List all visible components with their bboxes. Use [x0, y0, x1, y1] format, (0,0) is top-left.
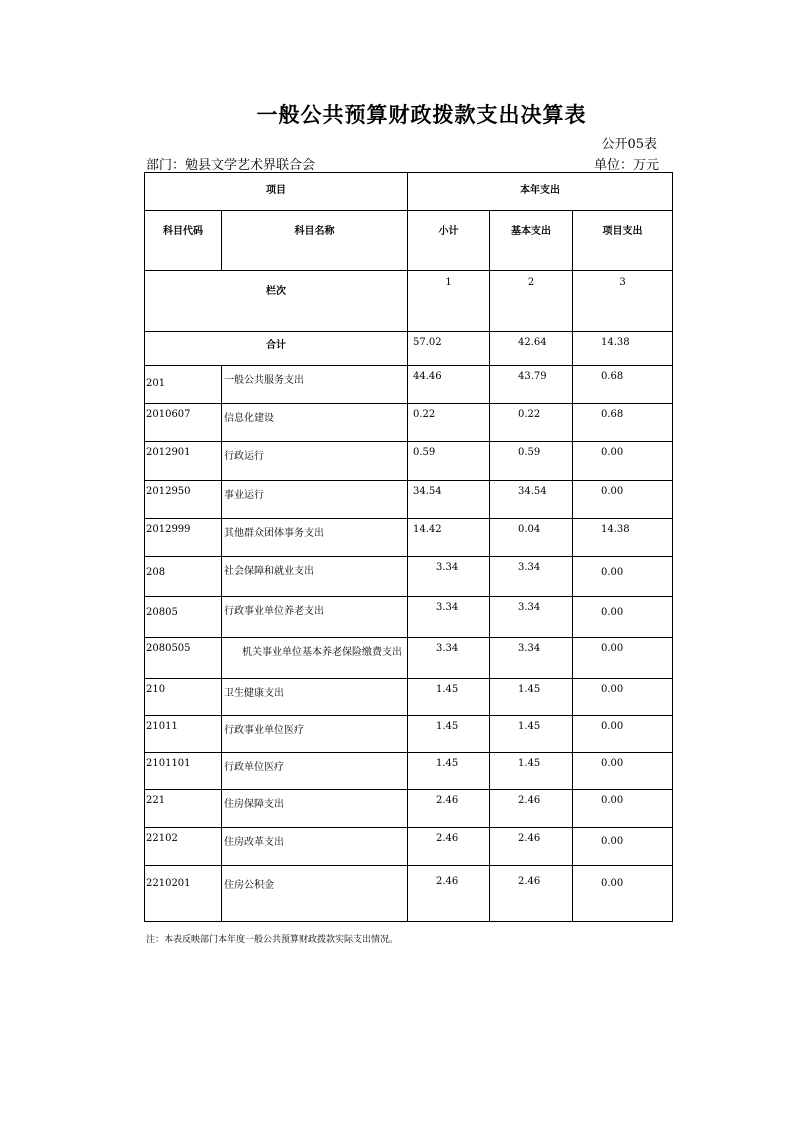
- column-index-3: 3: [573, 271, 673, 332]
- total-label: 合计: [145, 332, 408, 366]
- table-row: [145, 481, 673, 519]
- row-project: 0.00: [573, 557, 673, 597]
- row-name: 信息化建设: [222, 404, 408, 442]
- row-project: 0.68: [573, 404, 673, 442]
- row-project: 0.00: [573, 481, 673, 519]
- header-row-1: [145, 173, 673, 211]
- row-basic: 3.34: [490, 638, 573, 679]
- row-code: 2210201: [145, 866, 222, 922]
- row-code: 21011: [145, 716, 222, 753]
- row-project: 0.68: [573, 366, 673, 404]
- row-subtotal: 3.34: [408, 597, 490, 638]
- row-project: 0.00: [573, 828, 673, 866]
- row-basic: 34.54: [490, 481, 573, 519]
- row-code: 2010607: [145, 404, 222, 442]
- row-basic: 1.45: [490, 679, 573, 716]
- table-row: [145, 597, 673, 638]
- row-code: 2012950: [145, 481, 222, 519]
- header-subtotal: 小计: [408, 211, 490, 271]
- row-subtotal: 14.42: [408, 519, 490, 557]
- row-name: 机关事业单位基本养老保险缴费支出: [222, 638, 408, 679]
- table-row: [145, 519, 673, 557]
- row-subtotal: 0.22: [408, 404, 490, 442]
- table-row: [145, 679, 673, 716]
- row-project: 0.00: [573, 679, 673, 716]
- total-basic: 42.64: [490, 332, 573, 366]
- row-project: 14.38: [573, 519, 673, 557]
- row-project: 0.00: [573, 716, 673, 753]
- row-code: 20805: [145, 597, 222, 638]
- row-project: 0.00: [573, 866, 673, 922]
- row-subtotal: 34.54: [408, 481, 490, 519]
- row-basic: 0.04: [490, 519, 573, 557]
- row-subtotal: 1.45: [408, 753, 490, 790]
- row-project: 0.00: [573, 597, 673, 638]
- expenditure-table: [144, 172, 673, 922]
- row-code: 221: [145, 790, 222, 828]
- row-basic: 1.45: [490, 716, 573, 753]
- department-label: 部门：勉县文学艺术界联合会: [146, 158, 316, 173]
- column-index-2: 2: [490, 271, 573, 332]
- row-subtotal: 3.34: [408, 557, 490, 597]
- total-project: 14.38: [573, 332, 673, 366]
- row-basic: 43.79: [490, 366, 573, 404]
- header-current-year: 本年支出: [408, 173, 673, 211]
- row-subtotal: 2.46: [408, 866, 490, 922]
- row-basic: 0.59: [490, 442, 573, 481]
- row-subtotal: 0.59: [408, 442, 490, 481]
- row-subtotal: 1.45: [408, 716, 490, 753]
- row-project: 0.00: [573, 790, 673, 828]
- row-name: 行政事业单位医疗: [222, 716, 408, 753]
- table-row: [145, 366, 673, 404]
- row-code: 22102: [145, 828, 222, 866]
- page-title: 一般公共预算财政拨款支出决算表: [256, 102, 587, 127]
- header-name: 科目名称: [222, 211, 408, 271]
- row-code: 201: [145, 366, 222, 404]
- unit-label: 单位：万元: [593, 158, 659, 173]
- row-code: 210: [145, 679, 222, 716]
- row-name: 事业运行: [222, 481, 408, 519]
- row-basic: 2.46: [490, 866, 573, 922]
- row-code: 2101101: [145, 753, 222, 790]
- row-name: 其他群众团体事务支出: [222, 519, 408, 557]
- row-basic: 3.34: [490, 557, 573, 597]
- header-row-2: [145, 211, 673, 271]
- row-name: 住房公积金: [222, 866, 408, 922]
- table-row: [145, 638, 673, 679]
- row-subtotal: 3.34: [408, 638, 490, 679]
- row-basic: 0.22: [490, 404, 573, 442]
- table-row: [145, 790, 673, 828]
- row-name: 行政单位医疗: [222, 753, 408, 790]
- row-code: 2012901: [145, 442, 222, 481]
- table-row: [145, 442, 673, 481]
- table-row: [145, 828, 673, 866]
- table-row: [145, 557, 673, 597]
- row-code: 208: [145, 557, 222, 597]
- header-basic: 基本支出: [490, 211, 573, 271]
- column-index-label: 栏次: [145, 271, 408, 332]
- total-subtotal: 57.02: [408, 332, 490, 366]
- table-row: [145, 753, 673, 790]
- row-basic: 3.34: [490, 597, 573, 638]
- row-name: 住房保障支出: [222, 790, 408, 828]
- row-name: 卫生健康支出: [222, 679, 408, 716]
- row-name: 行政运行: [222, 442, 408, 481]
- row-subtotal: 1.45: [408, 679, 490, 716]
- table-row: [145, 866, 673, 922]
- row-code: 2080505: [145, 638, 222, 679]
- row-name: 行政事业单位养老支出: [222, 597, 408, 638]
- row-project: 0.00: [573, 442, 673, 481]
- column-index-row: [145, 271, 673, 332]
- row-basic: 1.45: [490, 753, 573, 790]
- table-row: [145, 404, 673, 442]
- row-basic: 2.46: [490, 828, 573, 866]
- row-name: 住房改革支出: [222, 828, 408, 866]
- row-code: 2012999: [145, 519, 222, 557]
- form-number: 公开05表: [601, 137, 657, 152]
- row-project: 0.00: [573, 638, 673, 679]
- row-basic: 2.46: [490, 790, 573, 828]
- table-row: [145, 716, 673, 753]
- row-name: 社会保障和就业支出: [222, 557, 408, 597]
- column-index-1: 1: [408, 271, 490, 332]
- header-code: 科目代码: [145, 211, 222, 271]
- header-project-expense: 项目支出: [573, 211, 673, 271]
- row-subtotal: 2.46: [408, 790, 490, 828]
- row-name: 一般公共服务支出: [222, 366, 408, 404]
- footnote: 注：本表反映部门本年度一般公共预算财政拨款实际支出情况。: [146, 935, 399, 945]
- row-project: 0.00: [573, 753, 673, 790]
- row-subtotal: 2.46: [408, 828, 490, 866]
- total-row: [145, 332, 673, 366]
- header-project: 项目: [145, 173, 408, 211]
- row-subtotal: 44.46: [408, 366, 490, 404]
